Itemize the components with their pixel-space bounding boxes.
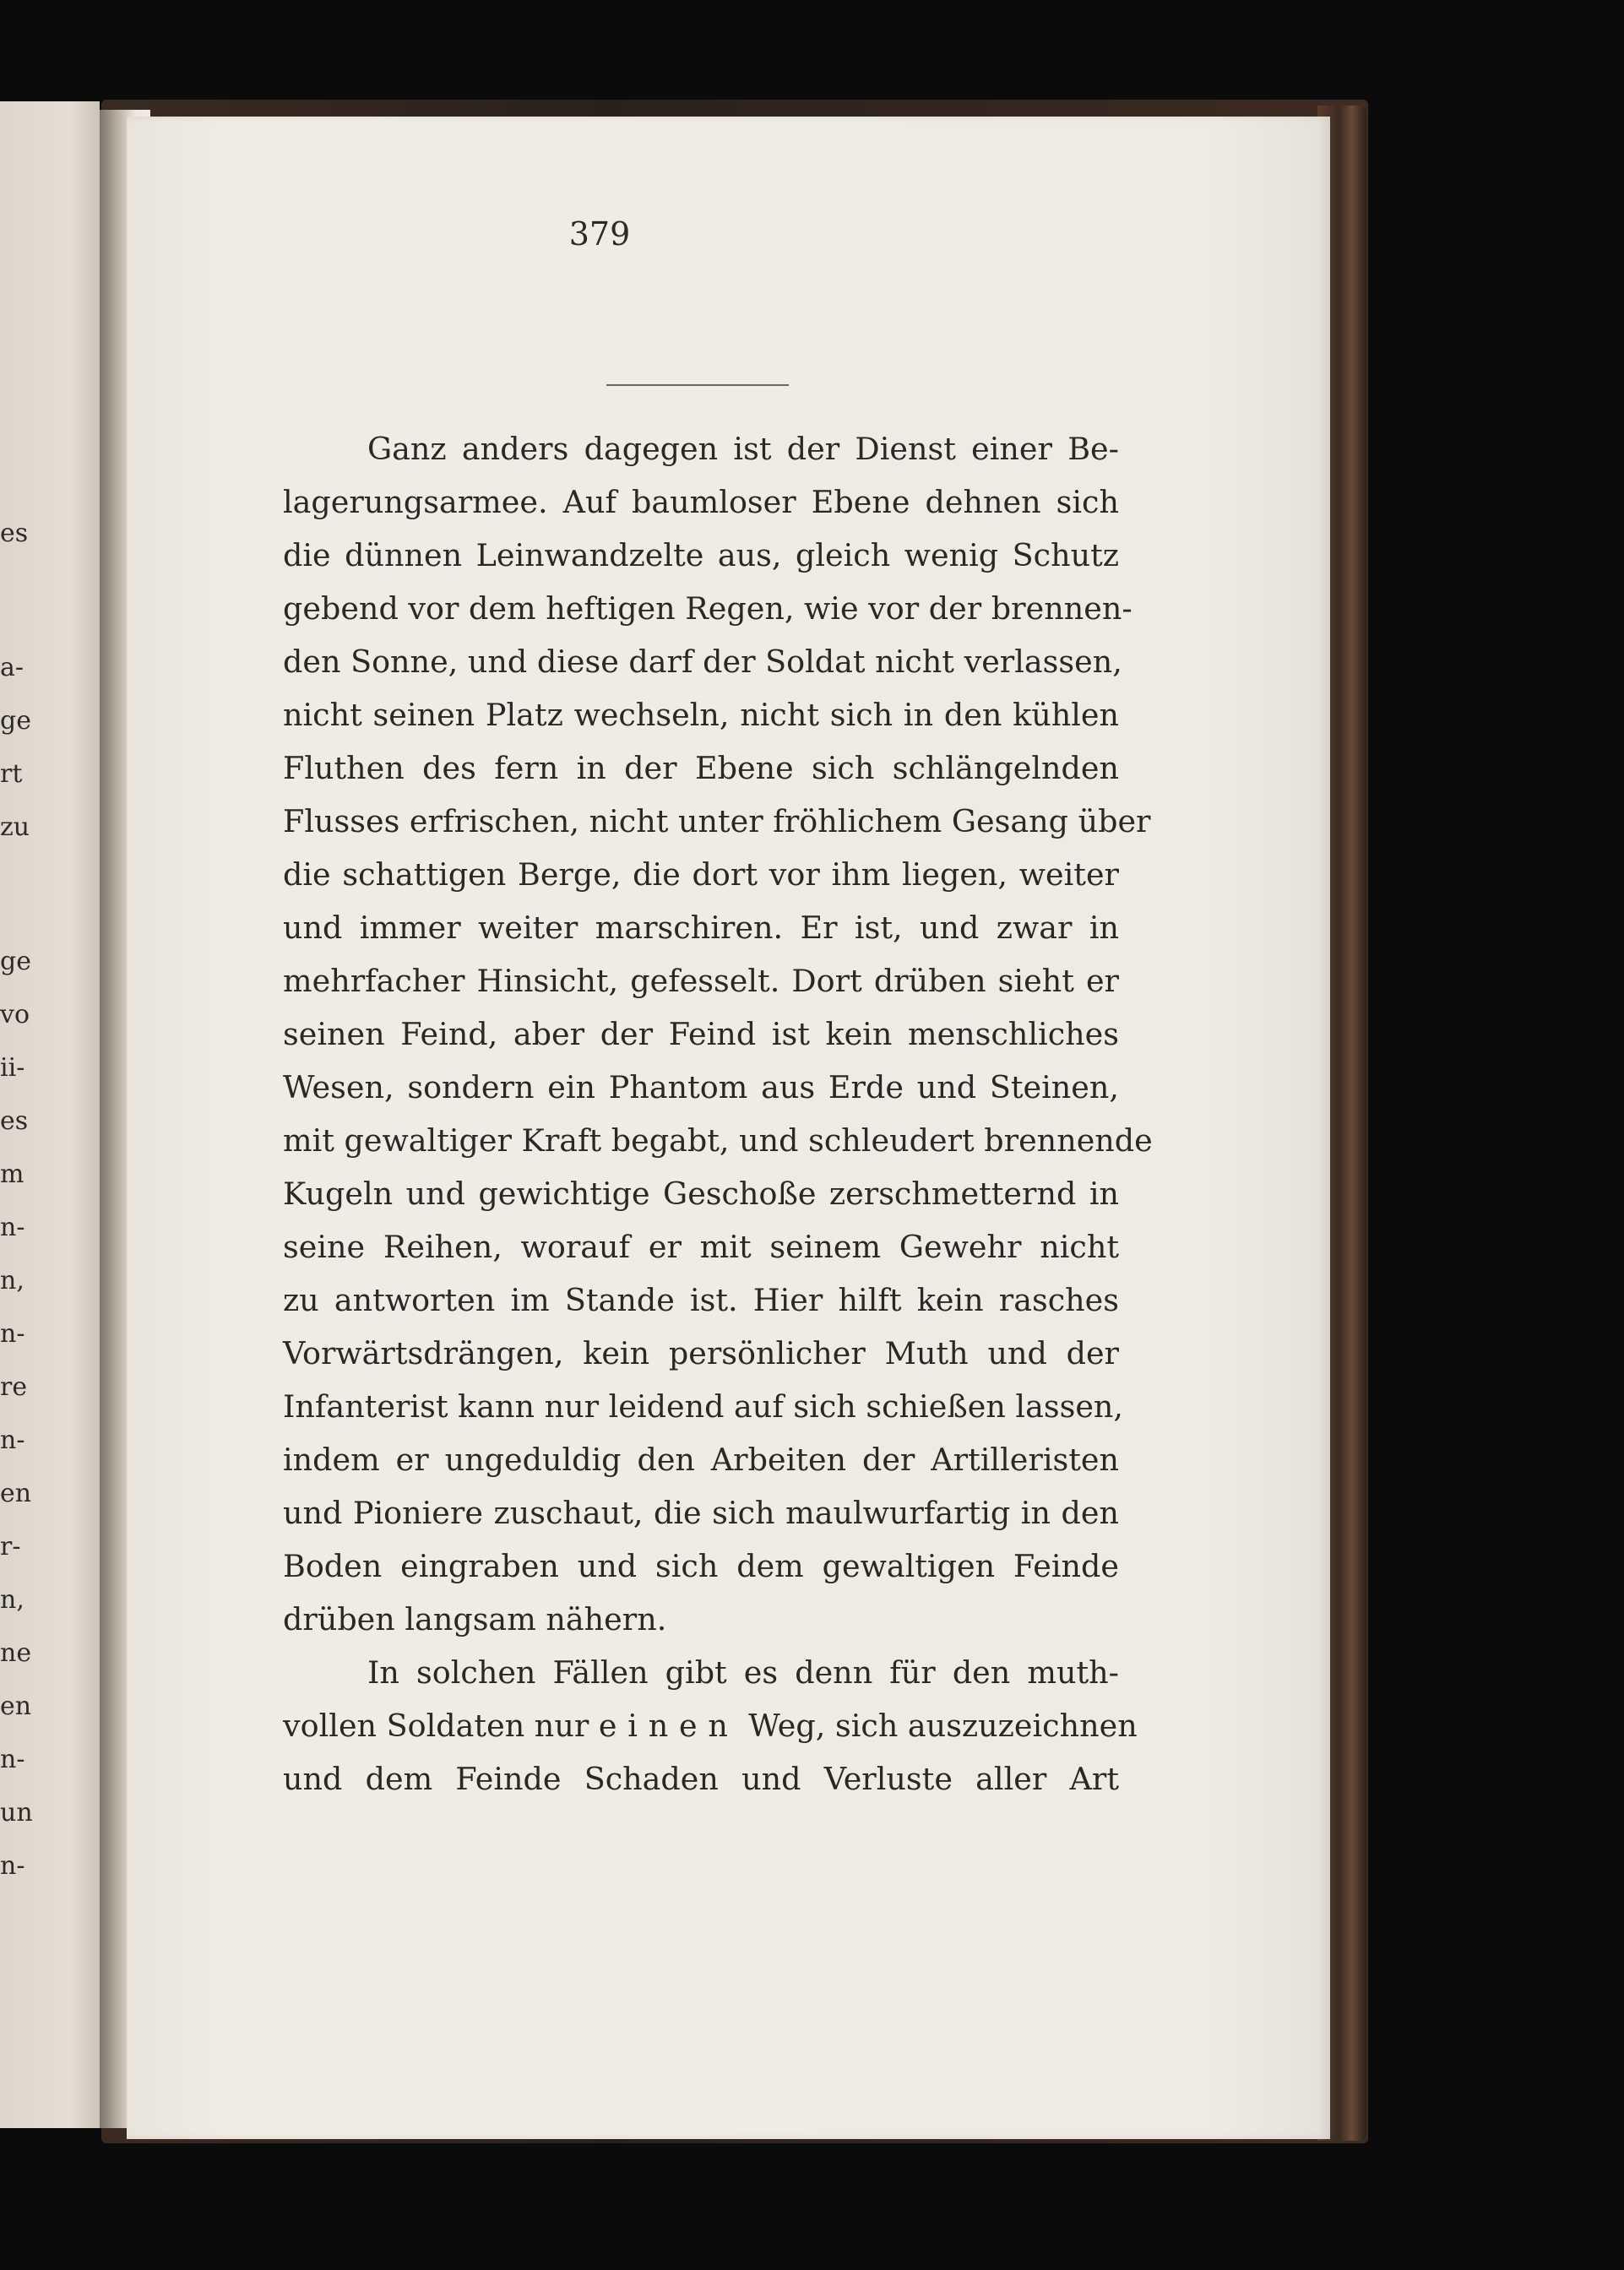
left-facing-page [0, 101, 100, 2128]
text-line: seinen Feind, aber der Feind ist kein menschliches [283, 1016, 1119, 1052]
left-page-fragment: n, [0, 1585, 24, 1615]
text-line: indem er ungeduldig den Arbeiten der Artilleristen [283, 1442, 1119, 1478]
paragraph-1 [283, 422, 1153, 1646]
text-line: drüben langsam nähern. [283, 1601, 667, 1637]
text-line: nicht seinen Platz wechseln, nicht sich in den kühlen [283, 697, 1119, 733]
text-line: In solchen Fällen gibt es denn für den muth- [367, 1654, 1119, 1691]
text-line: Wesen, sondern ein Phantom aus Erde und Steinen, [283, 1069, 1119, 1105]
left-page-fragment: n, [0, 1266, 24, 1295]
text-line: gebend vor dem heftigen Regen, wie vor der brennen- [283, 590, 1132, 627]
text-line: die schattigen Berge, die dort vor ihm liegen, weiter [283, 856, 1119, 893]
text-line: seine Reihen, worauf er mit seinem Gewehr nicht [283, 1229, 1119, 1265]
paragraph-2 [283, 1646, 1138, 1806]
text-line: zu antworten im Stande ist. Hier hilft kein rasches [283, 1282, 1119, 1318]
left-page-fragment: n- [0, 1745, 25, 1774]
left-page-fragment: ne [0, 1638, 32, 1668]
text-line: den Sonne, und diese darf der Soldat nicht verlassen, [283, 644, 1122, 680]
left-page-fragment: n- [0, 1319, 25, 1349]
left-page-text-fragments [0, 507, 34, 1893]
text-line: lagerungsarmee. Auf baumloser Ebene dehnen sich [283, 484, 1119, 520]
header-rule [606, 384, 789, 386]
text-line: Kugeln und gewichtige Geschoße zerschmetternd in [283, 1176, 1119, 1212]
left-page-fragment: ge [0, 706, 31, 736]
text-line: Boden eingraben und sich dem gewaltigen Feinde [283, 1548, 1119, 1584]
left-page-fragment: a- [0, 653, 24, 682]
text-line: Infanterist kann nur leidend auf sich schießen lassen, [283, 1388, 1124, 1425]
text-line [283, 1699, 1138, 1752]
left-page-fragment: r- [0, 1532, 21, 1561]
text-line: mit gewaltiger Kraft begabt, und schleudert brennende [283, 1122, 1153, 1159]
left-page-fragment: m [0, 1159, 24, 1189]
page-number: 379 [568, 215, 631, 253]
text-line: und immer weiter marschiren. Er ist, und zwar in [283, 910, 1119, 946]
text-line: und Pioniere zuschaut, die sich maulwurfartig in den [283, 1495, 1119, 1531]
left-page-fragment: ii- [0, 1053, 25, 1083]
left-page-fragment: ge [0, 947, 31, 976]
left-page-fragment: vo [0, 1000, 30, 1029]
left-page-fragment: en [0, 1692, 32, 1721]
text-line-part: vollen Soldaten nur [283, 1708, 599, 1744]
emphasized-word: einen [598, 1708, 739, 1744]
left-page-fragment: zu [0, 812, 30, 842]
left-page-fragment [0, 854, 34, 935]
text-line: Ganz anders dagegen ist der Dienst einer Be- [367, 431, 1119, 467]
left-page-fragment: re [0, 1372, 28, 1402]
text-line: Fluthen des fern in der Ebene sich schlängelnden [283, 750, 1119, 786]
text-line: Vorwärtsdrängen, kein persönlicher Muth und der [283, 1335, 1119, 1371]
text-line: die dünnen Leinwandzelte aus, gleich wenig Schutz [283, 537, 1119, 573]
left-page-fragment [0, 560, 34, 641]
text-line: Flusses erfrischen, nicht unter fröhlichem Gesang über [283, 803, 1151, 839]
page-body-text [283, 422, 1153, 1806]
left-page-fragment: en [0, 1479, 32, 1508]
left-page-fragment: n- [0, 1426, 25, 1455]
left-page-fragment: rt [0, 759, 23, 789]
text-line: mehrfacher Hinsicht, gefesselt. Dort drüben sieht er [283, 963, 1119, 999]
left-page-fragment: n- [0, 1213, 25, 1242]
left-page-fragment: un [0, 1798, 33, 1827]
text-line: und dem Feinde Schaden und Verluste aller Art [283, 1761, 1119, 1797]
text-line-part: Weg, sich auszuzeichnen [738, 1708, 1138, 1744]
left-page-fragment: es [0, 1106, 29, 1136]
left-page-fragment: es [0, 519, 29, 548]
left-page-fragment: n- [0, 1851, 25, 1881]
